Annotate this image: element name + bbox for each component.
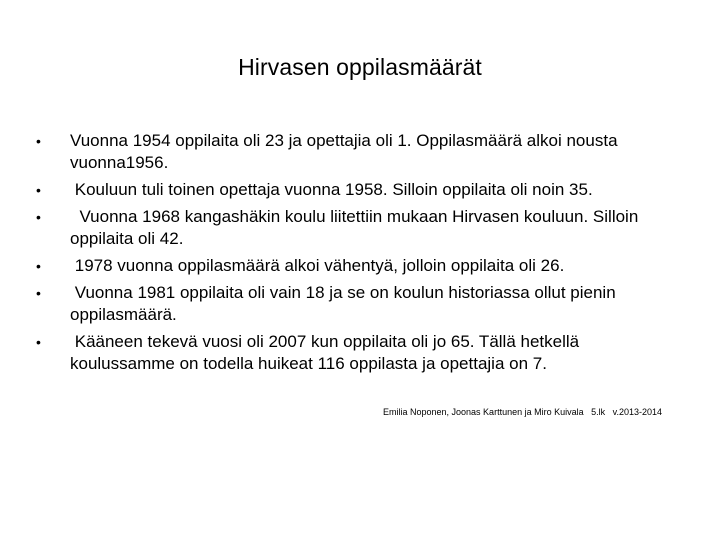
bullet-text: 1978 vuonna oppilasmäärä alkoi vähentyä, jolloin oppilaita oli 26.	[70, 256, 565, 275]
bullet-icon: •	[36, 133, 41, 149]
bullet-text: Kääneen tekevä vuosi oli 2007 kun oppilaita oli jo 65. Tällä hetkellä koulussamme on todella huikeat 116 oppilasta ja opettajia on 7.	[70, 332, 584, 373]
bullet-text: Kouluun tuli toinen opettaja vuonna 1958. Silloin oppilaita oli noin 35.	[70, 180, 593, 199]
bullet-text: Vuonna 1968 kangashäkin koulu liitettiin mukaan Hirvasen kouluun. Silloin oppilaita oli 42.	[70, 207, 644, 248]
bullet-icon: •	[36, 258, 41, 274]
author-credit: Emilia Noponen, Joonas Karttunen ja Miro Kuivala 5.lk v.2013-2014	[383, 407, 662, 417]
list-item	[36, 255, 676, 277]
bullet-list	[36, 130, 676, 380]
list-item	[36, 179, 676, 201]
list-item	[36, 130, 676, 174]
bullet-text: Vuonna 1954 oppilaita oli 23 ja opettajia oli 1. Oppilasmäärä alkoi nousta vuonna1956.	[70, 131, 618, 172]
bullet-text: Vuonna 1981 oppilaita oli vain 18 ja se on koulun historiassa ollut pienin oppilasmäärä.	[70, 283, 621, 324]
list-item	[36, 331, 676, 375]
bullet-icon: •	[36, 182, 41, 198]
bullet-icon: •	[36, 334, 41, 350]
list-item	[36, 282, 676, 326]
slide-title: Hirvasen oppilasmäärät	[238, 54, 482, 80]
bullet-icon: •	[36, 209, 41, 225]
list-item	[36, 206, 676, 250]
bullet-icon: •	[36, 285, 41, 301]
